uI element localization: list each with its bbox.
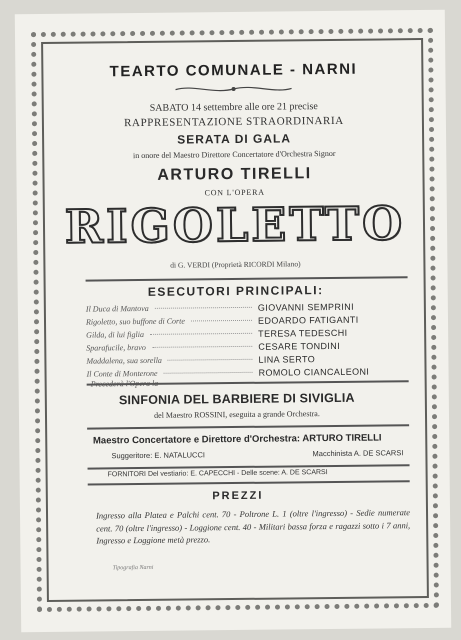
- cast-singer: CESARE TONDINI: [258, 340, 341, 352]
- cast-list: [86, 299, 409, 380]
- cast-singer: LINA SERTO: [258, 353, 316, 365]
- cast-role: Maddalena, sua sorella: [86, 355, 162, 366]
- prices-heading: PREZZI: [212, 489, 264, 503]
- cast-role: Sparafucile, bravo: [86, 342, 146, 353]
- conductor-name: ARTURO TIRELLI: [157, 165, 312, 184]
- cast-singer: GIOVANNI SEMPRINI: [257, 301, 355, 313]
- print-mark: Tipografia Narni: [112, 564, 154, 572]
- cast-role: Il Conte di Monterone: [86, 368, 158, 379]
- cast-singer: EDOARDO FATIGANTI: [257, 314, 359, 326]
- prompter-credit: Suggeritore: E. NATALUCCI: [111, 450, 205, 461]
- machinist-credit: Macchinista A. DE SCARSI: [312, 448, 404, 459]
- suppliers-credit: FORNITORI Del vestiario: E. CAPECCHI - Delle scene: A. DE SCARSI: [107, 469, 328, 479]
- cast-role: Rigoletto, suo buffone di Corte: [85, 316, 185, 327]
- opera-intro: CON L'OPERA: [204, 187, 265, 198]
- cast-role: Il Duca di Mantova: [85, 303, 149, 314]
- overture-title: SINFONIA DEL BARBIERE DI SIVIGLIA: [118, 390, 355, 408]
- flourish-ornament: [48, 82, 420, 99]
- cast-heading: ESECUTORI PRINCIPALI:: [147, 283, 324, 299]
- cast-singer: TERESA TEDESCHI: [258, 327, 348, 339]
- overture-detail: del Maestro ROSSINI, eseguita a grande Orchestra.: [154, 409, 320, 420]
- cast-singer: ROMOLO CIANCALEONI: [258, 366, 370, 378]
- event-line: RAPPRESENTAZIONE STRAORDINARIA: [124, 114, 344, 130]
- opera-title: RIGOLETTO: [64, 196, 406, 254]
- divider: [88, 480, 410, 485]
- poster-content: [47, 44, 425, 596]
- honor-line: in onore del Maestro Direttore Concertatore d'Orchestra Signor: [132, 148, 336, 161]
- date-line: SABATO 14 settembre alle ore 21 precise: [149, 101, 318, 114]
- opera-credit: di G. VERDI (Proprietà RICORDI Milano): [170, 259, 301, 270]
- gala-title: SERATA DI GALA: [177, 131, 292, 147]
- overture-intro: Precederà l'Opera la: [90, 378, 159, 389]
- divider: [87, 424, 409, 429]
- staff-credits: [111, 448, 403, 460]
- flourish-icon: [174, 83, 294, 94]
- theater-name: TEARTO COMUNALE - NARNI: [109, 60, 358, 81]
- divider: [86, 276, 408, 281]
- cast-role: Gilda, di lui figlia: [86, 329, 144, 340]
- prices-text: Ingresso alla Platea e Palchi cent. 70 - Poltrone L. 1 (oltre l'ingresso) - Sedie numerate cent. 70 (oltre l'ingresso) - Loggione cent. 40 - Militari bassa forza e ragazzi sotto i 7 anni, Ingresso e Loggione metà prezzo.: [95, 507, 411, 546]
- maestro-credit: Maestro Concertatore e Direttore d'Orchestra: ARTURO TIRELLI: [92, 432, 382, 447]
